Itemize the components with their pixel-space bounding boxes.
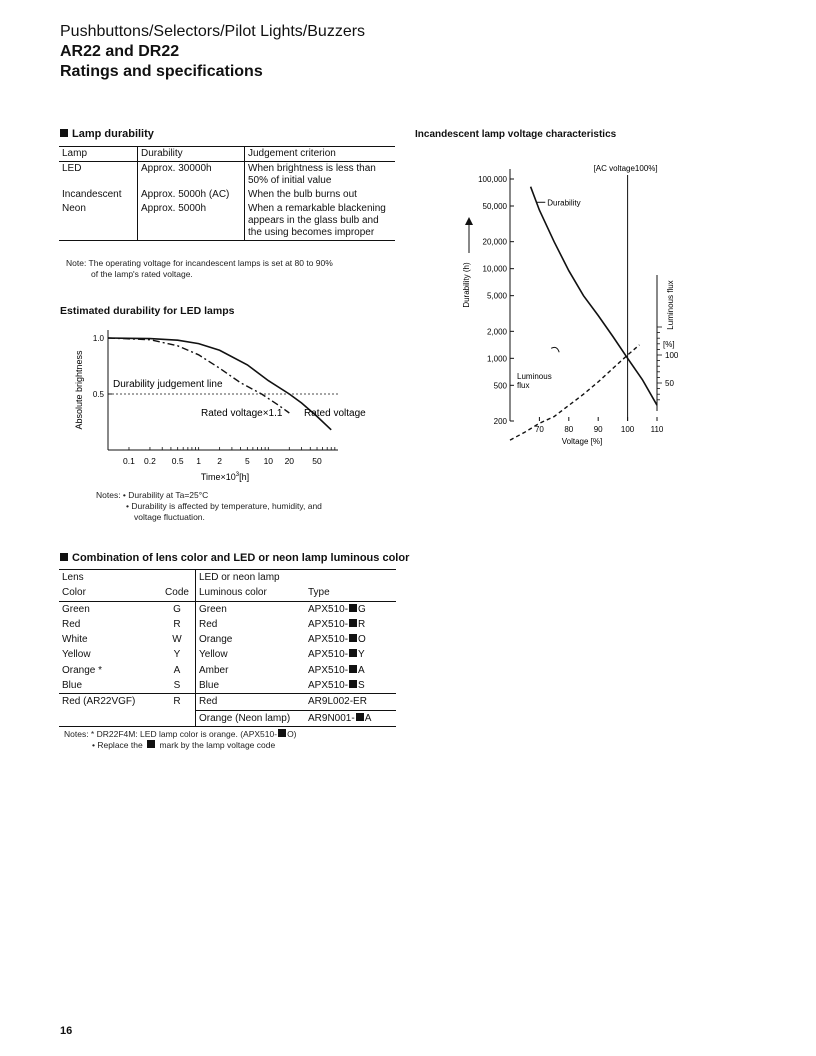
durability-cell: Approx. 30000h [138, 162, 245, 189]
type-cell: AR9N001- A [305, 710, 396, 726]
y-tick-label: 1,000 [486, 354, 507, 364]
color-cell: Red [62, 618, 81, 630]
code-cell: R [173, 618, 181, 630]
code-cell: W [172, 634, 182, 646]
table-row [59, 601, 396, 617]
lens-color-table [59, 569, 396, 727]
rated-label: Rated voltage [304, 408, 366, 419]
note-line: Notes: • Durability at Ta=25°C [96, 490, 209, 500]
x-axis-label: Voltage [%] [561, 437, 603, 446]
table-row [59, 647, 396, 662]
code-cell: Y [173, 649, 181, 661]
luminous-cell: Orange [196, 632, 306, 647]
type-cell: APX510- A [308, 664, 365, 676]
table-row [59, 162, 395, 189]
y-tick-label: 500 [493, 381, 507, 391]
y-tick-label: 10,000 [482, 264, 507, 274]
luminous-cell: Red [196, 617, 306, 632]
y2-unit-label: [%] [663, 340, 675, 349]
col-type: Type [308, 587, 330, 599]
y-tick-label: 1.0 [92, 334, 104, 343]
color-cell: Yellow [62, 649, 91, 661]
voltage-code-mark-icon [147, 740, 155, 748]
led-chart-title: Estimated durability for LED lamps [60, 305, 235, 317]
incandescent-chart-title: Incandescent lamp voltage characteristics [415, 129, 617, 140]
note-line: Notes: * DR22F4M: LED lamp color is orange. (APX510- O) [64, 729, 297, 739]
luminous-cell: Red [196, 694, 306, 710]
luminous-cell: Green [196, 601, 306, 617]
voltage-code-mark-icon [349, 634, 357, 642]
table-row [59, 632, 396, 647]
luminous-cell: Amber [196, 663, 306, 678]
type-cell: APX510- G [308, 603, 366, 615]
square-bullet-icon [60, 129, 68, 137]
y-tick-label: 200 [493, 417, 507, 426]
ac-voltage-label: [AC voltage100%] [593, 164, 658, 173]
y-axis-label: Durability (h) [462, 262, 471, 308]
incandescent-voltage-chart [455, 155, 695, 455]
header-model: AR22 and DR22 [60, 43, 180, 60]
x-tick-label: 70 [534, 425, 544, 434]
table-row [59, 617, 396, 632]
x-tick-label: 0.5 [171, 456, 184, 466]
color-cell: Blue [62, 680, 83, 692]
x-tick-label: 80 [564, 425, 574, 434]
table-row [59, 202, 395, 241]
x-tick-label: 90 [593, 425, 603, 434]
x-tick-label: 50 [312, 456, 322, 466]
col-durability: Durability [138, 147, 245, 162]
x-axis-label: $Time\times 10^3[h]$ [200, 472, 250, 482]
color-cell: Red (AR22VGF) [62, 696, 136, 708]
y2-tick-label: 50 [665, 379, 674, 388]
x-tick-label: 100 [620, 425, 635, 434]
lamp-cell: LED [62, 163, 82, 174]
luminous-series-label: flux [517, 381, 530, 390]
table-row [59, 694, 396, 710]
table-row [59, 678, 396, 694]
table-row [59, 710, 396, 726]
type-cell: AR9L002-ER [308, 696, 367, 708]
column-header-row [59, 585, 396, 601]
criterion-cell: When a remarkable blackening appears in the glass bulb and the using becomes improper [245, 202, 396, 241]
y2-tick-label: 100 [665, 351, 679, 360]
color-cell: White [62, 634, 88, 646]
col-code: Code [165, 587, 189, 599]
x-tick-label: 1 [196, 456, 202, 466]
table-header-row [59, 147, 395, 162]
x-tick-label: 20 [284, 456, 295, 466]
luminous-cell: Blue [196, 678, 306, 694]
lamp-cell: Incandescent [62, 189, 122, 200]
lamp-cell: Neon [62, 203, 86, 214]
y-tick-label: 100,000 [478, 175, 507, 184]
x-tick-label: 10 [263, 456, 274, 466]
type-cell: APX510- R [308, 618, 366, 630]
col-luminous: Luminous color [196, 585, 306, 601]
luminous-leader [551, 347, 559, 352]
note-line: Note: The operating voltage for incandescent lamps is set at 80 to 90% [66, 258, 333, 268]
col-criterion: Judgement criterion [245, 147, 396, 162]
code-cell: S [173, 680, 181, 692]
col-lamp: Lamp [62, 148, 88, 159]
criterion-cell: When the bulb burns out [245, 188, 396, 202]
lamp-durability-heading: Lamp durability [60, 128, 154, 140]
lamp-note [66, 258, 333, 280]
group-lens: Lens [62, 572, 84, 583]
table-row [59, 188, 395, 202]
y-axis-label: Absolute brightness [74, 350, 84, 430]
voltage-code-mark-icon [349, 680, 357, 688]
code-cell: G [173, 603, 181, 615]
code-cell: A [173, 664, 181, 676]
durability-cell: Approx. 5000h (AC) [138, 188, 245, 202]
square-bullet-icon [60, 553, 68, 561]
x-tick-label: 0.1 [123, 456, 135, 466]
y-tick-label: 50,000 [482, 201, 507, 211]
voltage-code-mark-icon [349, 665, 357, 673]
page-number: 16 [60, 1025, 73, 1037]
table-row [59, 663, 396, 678]
type-cell: APX510- Y [308, 649, 365, 661]
rated-x11-label: Rated voltage×1.1 [201, 408, 283, 419]
note-line: of the lamp's rated voltage. [91, 269, 193, 279]
x-tick-label: 2 [217, 456, 222, 466]
luminous-series-label: Luminous [517, 372, 552, 381]
lamp-durability-table [59, 146, 395, 241]
luminous-cell: Orange (Neon lamp) [196, 710, 306, 726]
type-cell: APX510- S [308, 680, 365, 692]
led-notes [96, 490, 322, 523]
luminous-cell: Yellow [196, 647, 306, 662]
voltage-code-mark-icon [349, 619, 357, 627]
x-tick-label: 110 [650, 425, 664, 434]
code-cell: R [173, 696, 181, 708]
color-cell: Green [62, 603, 90, 615]
group-header-row [59, 570, 396, 586]
header-category: Pushbuttons/Selectors/Pilot Lights/Buzzers [60, 23, 366, 40]
judgement-label: Durability judgement line [113, 379, 223, 390]
page-title: Ratings and specifications [60, 63, 263, 80]
type-cell: APX510- O [308, 634, 366, 646]
x-tick-label: 0.2 [144, 456, 156, 466]
combination-heading: Combination of lens color and LED or neon lamp luminous color [60, 552, 409, 564]
y-tick-label: 2,000 [486, 327, 507, 337]
color-cell: Orange * [62, 664, 103, 676]
note-line: • Durability is affected by temperature, humidity, and [126, 501, 322, 511]
voltage-code-mark-icon [349, 649, 357, 657]
col-color: Color [62, 587, 86, 599]
combination-notes [64, 729, 297, 751]
criterion-cell: When brightness is less than 50% of initial value [245, 162, 396, 189]
led-durability-chart [60, 320, 390, 490]
durability-cell: Approx. 5000h [138, 202, 245, 241]
durability-series-label: Durability [547, 198, 581, 208]
y2-axis-label: Luminous flux [666, 280, 675, 330]
note-line: • Replace the mark by the lamp voltage code [92, 740, 276, 750]
y-tick-label: 20,000 [482, 237, 507, 247]
arrow-head-icon [465, 217, 473, 225]
voltage-code-mark-icon [349, 604, 357, 612]
note-line: voltage fluctuation. [134, 512, 205, 522]
y-tick-label: 5,000 [486, 291, 507, 301]
group-led: LED or neon lamp [196, 570, 397, 586]
x-tick-label: 5 [244, 456, 250, 466]
voltage-code-mark-icon [278, 729, 286, 737]
voltage-code-mark-icon [356, 713, 364, 721]
y-tick-label: 0.5 [92, 390, 104, 399]
